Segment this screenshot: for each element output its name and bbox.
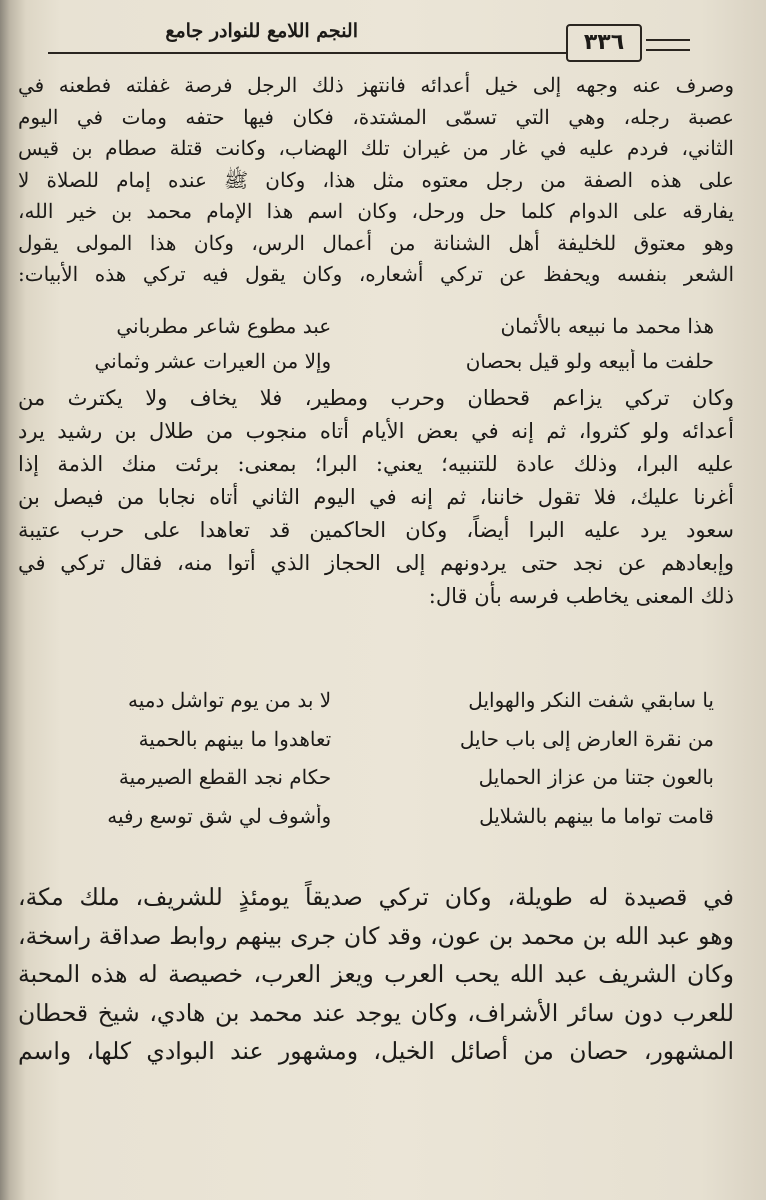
text-line: الشعر بنفسه ويحفظ عن تركي أشعاره، وكان يقول فيه تركي هذه الأبيات: [18, 262, 734, 286]
verse-first-hemistich: قامت تواما ما بينهم بالشلايل [479, 803, 714, 828]
page-number-ornament [646, 39, 690, 51]
text-line: المشهور، حصان من أصائل الخيل، ومشهور عند البوادي كلها، واسم [18, 1037, 734, 1066]
verse-first-hemistich: بالعون جتنا من عزاز الحمايل [478, 765, 714, 789]
verse [18, 765, 714, 804]
verse-first-hemistich: هذا محمد ما نبيعه بالأثمان [500, 314, 714, 338]
verse-first-hemistich: يا سابقي شفت النكر والهوايل [468, 688, 714, 712]
verse-second-hemistich: وأشوف لي شق توسع رفيه [107, 803, 332, 828]
text-line: أغرنا عليك، فلا تقول خاننا، ثم إنه في اليوم الثاني أتاه نجابا من فيصل بن [18, 485, 734, 509]
verse-second-hemistich: عبد مطوع شاعر مطرباني [116, 314, 332, 338]
verse-first-hemistich: حلفت ما أبيعه ولو قيل بحصان [465, 349, 714, 373]
poem-1 [18, 314, 714, 384]
text-line: أعدائه ولو كثروا، ثم إنه في بعض الأيام أتاه منجوب من طلال بن رشيد يرد [18, 419, 734, 443]
text-line: وهو معتوق للخليفة أهل الشنانة من أعمال الرس، وكان هذا المولى يقول [18, 230, 734, 255]
text-line: عليه البرا، وذلك عادة للتنبيه؛ يعني: البرا؛ بمعنى: برئت منك الذمة إذا [18, 452, 734, 476]
verse-second-hemistich: حكام نجد القطع الصيرمية [118, 765, 332, 789]
text-line: عصبة رجله، وهي التي تسمّى المشتدة، فكان فيها حتفه ومات في اليوم [18, 104, 734, 129]
text-line: وإبعادهم عن نجد حتى يردونهم إلى الحجاز الذي أتوا منه، فقال تركي في [18, 551, 734, 575]
verse-second-hemistich: تعاهدوا ما بينهم بالحمية [138, 726, 332, 751]
verse-first-hemistich: من نقرة العارض إلى باب حايل [459, 726, 714, 751]
paragraph-2 [18, 382, 734, 613]
text-line: سعود يرد عليه البرا أيضاً، وكان الحاكمين قد تعاهدا على حرب عتيبة [18, 518, 734, 542]
verse [18, 804, 714, 843]
verse [18, 688, 714, 727]
text-line: على هذه الصفة من رجل معتوه مثل هذا، وكان ﷺ عنده إمام للصلاة لا [18, 167, 734, 192]
verse-second-hemistich: لا بد من يوم تواشل دميه [127, 688, 332, 712]
paragraph-3 [18, 878, 734, 1071]
verse [18, 349, 714, 384]
page-header [48, 18, 688, 64]
text-line: وكان تركي يزاعم قحطان وحرب ومطير، فلا يخاف ولا يكترث من [18, 386, 734, 410]
header-rule [48, 52, 568, 54]
verse [18, 727, 714, 766]
verse-second-hemistich: وإلا من العيرات عشر وثماني [94, 349, 332, 373]
text-line: وهو عبد الله بن محمد بن عون، وقد كان جرى بينهم روابط صداقة راسخة، [18, 921, 734, 950]
poem-2 [18, 688, 714, 842]
running-title: النجم اللامع للنوادر جامع [165, 20, 358, 42]
text-line: ذلك المعنى يخاطب فرسه بأن قال: [428, 584, 734, 608]
text-line: في قصيدة له طويلة، وكان تركي صديقاً يومئذٍ للشريف، ملك مكة، [18, 883, 734, 911]
paragraph-1 [18, 70, 734, 291]
text-line: وكان الشريف عبد الله يحب العرب ويعز العرب، خصيصة له هذه المحبة [18, 960, 734, 989]
verse [18, 314, 714, 349]
text-line: للعرب دون سائر الأشراف، وكان يوجد عند محمد بن هادي، شيخ قحطان [18, 998, 734, 1027]
text-line: الثاني، فردم عليه في غار من غيران تلك الهضاب، وكانت قتلة صطام بن قيس [18, 136, 734, 160]
text-line: وصرف عنه وجهه إلى خيل أعدائه فانتهز ذلك الرجل فرصة غفلته فطعنه في [18, 73, 734, 97]
page-number: ٣٣٦ [566, 24, 642, 62]
text-line: يفارقه على الدوام كلما حل ورحل، وكان اسم هذا الإمام محمد بن خير الله، [18, 199, 734, 223]
